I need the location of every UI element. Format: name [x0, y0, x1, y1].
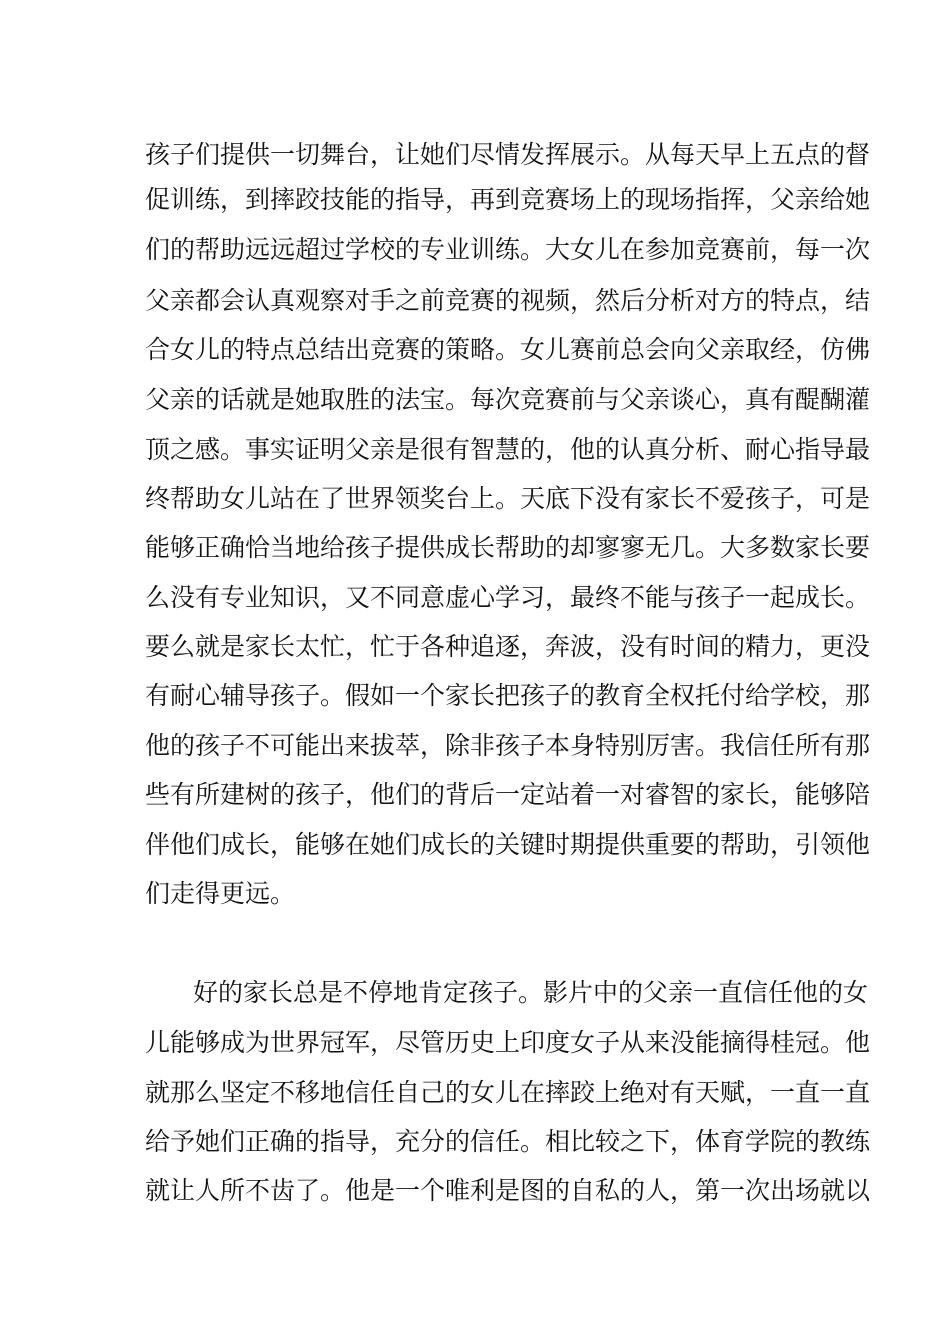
text-line: 父亲都会认真观察对手之前竞赛的视频，然后分析对方的特点，结 — [145, 286, 871, 315]
text-line: 有耐心辅导孩子。假如一个家长把孩子的教育全权托付给学校，那 — [145, 681, 871, 710]
text-line: 他的孩子不可能出来拔萃，除非孩子本身特别厉害。我信任所有那 — [145, 731, 871, 760]
text-line: 要么就是家长太忙，忙于各种追逐，奔波，没有时间的精力，更没 — [145, 632, 871, 661]
text-line: 给予她们正确的指导，充分的信任。相比较之下，体育学院的教练 — [145, 1127, 871, 1156]
text-line: 些有所建树的孩子，他们的背后一定站着一对睿智的家长，能够陪 — [145, 780, 871, 809]
text-line: 儿能够成为世界冠军，尽管历史上印度女子从来没能摘得桂冠。他 — [145, 1028, 871, 1057]
text-line: 促训练，到摔跤技能的指导，再到竞赛场上的现场指挥，父亲给她 — [145, 185, 871, 214]
text-line: 就让人所不齿了。他是一个唯利是图的自私的人，第一次出场就以 — [145, 1176, 871, 1205]
text-line: 终帮助女儿站在了世界领奖台上。天底下没有家长不爱孩子，可是 — [145, 484, 871, 513]
text-line: 伴他们成长，能够在她们成长的关键时期提供重要的帮助，引领他 — [145, 830, 871, 859]
text-line: 孩子们提供一切舞台，让她们尽情发挥展示。从每天早上五点的督 — [145, 140, 871, 169]
text-line: 们走得更远。 — [145, 879, 296, 908]
text-line: 父亲的话就是她取胜的法宝。每次竞赛前与父亲谈心，真有醍醐灌 — [145, 385, 871, 414]
text-line: 合女儿的特点总结出竞赛的策略。女儿赛前总会向父亲取经，仿佛 — [145, 335, 871, 364]
text-line: 就那么坚定不移地信任自己的女儿在摔跤上绝对有天赋，一直一直 — [145, 1078, 871, 1107]
text-line: 们的帮助远远超过学校的专业训练。大女儿在参加竞赛前，每一次 — [145, 235, 871, 264]
text-line: 顶之感。事实证明父亲是很有智慧的，他的认真分析、耐心指导最 — [145, 435, 871, 464]
text-line: 好的家长总是不停地肯定孩子。影片中的父亲一直信任他的女 — [193, 978, 869, 1007]
text-line: 能够正确恰当地给孩子提供成长帮助的却寥寥无几。大多数家长要 — [145, 533, 871, 562]
text-line: 么没有专业知识，又不同意虚心学习，最终不能与孩子一起成长。 — [145, 583, 871, 612]
